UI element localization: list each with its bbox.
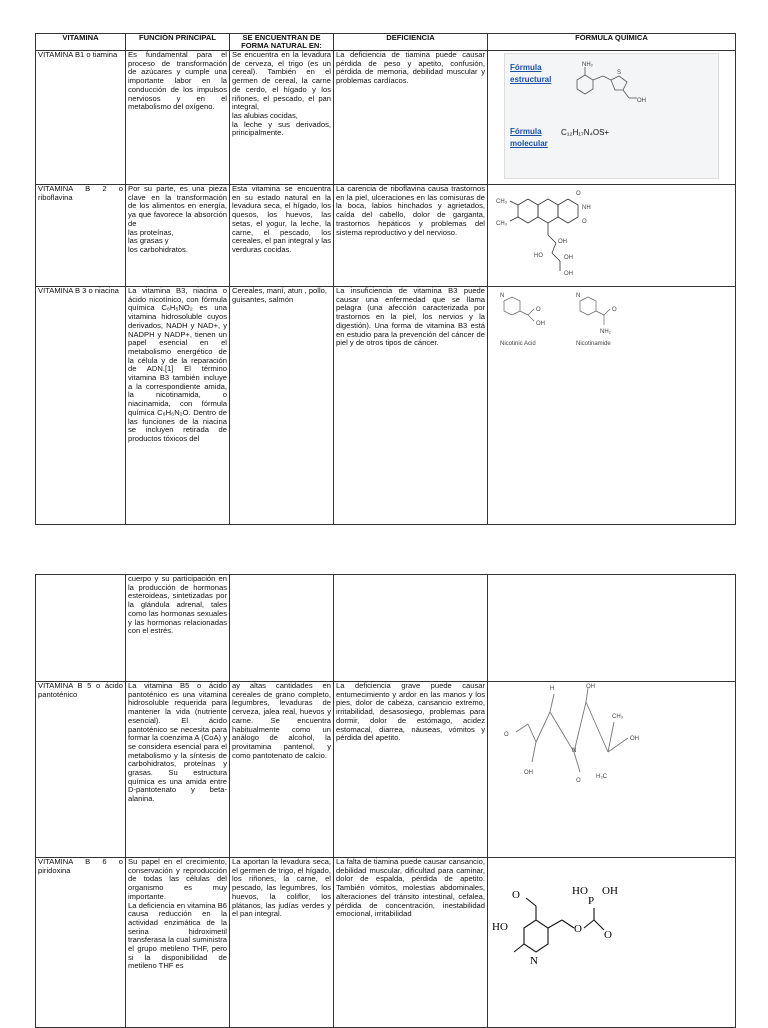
table-row bbox=[36, 575, 736, 682]
svg-text:S: S bbox=[617, 70, 622, 76]
svg-text:OH: OH bbox=[586, 684, 595, 690]
nicotinic-acid-label: Nicotinic Acid bbox=[500, 341, 536, 347]
cell-funcion: La vitamina B5 o ácido pantoténico es una vitamina hidrosoluble requerida para mantener la vida (nutriente esencial). El ácido pantoténico se necesita para formar la coenzima A (CoA) y se considera esencial para el metabolismo y la síntesis de carbohidratos, proteínas y grasas. Su estructura química es una amida entre D-pantotenato y beta-alanina. bbox=[126, 682, 230, 858]
svg-text:OH: OH bbox=[630, 736, 639, 742]
svg-text:CH₃: CH₃ bbox=[496, 221, 508, 227]
cell-vitamina bbox=[36, 575, 126, 682]
cell-fuente: ay altas cantidades en cereales de grano completo, legumbres, levaduras de cerveza, jalea real, huevos y carne. Se encuentra habitualmente como un análogo de alcohol, la provitamina pantenol, y como pantotenato de calcio. bbox=[230, 682, 334, 858]
cell-fuente: Cereales, maní, atun , pollo, guisantes, salmón bbox=[230, 287, 334, 525]
svg-text:O: O bbox=[576, 778, 581, 784]
svg-text:OH: OH bbox=[536, 321, 545, 327]
svg-text:OH: OH bbox=[524, 770, 533, 776]
svg-text:O: O bbox=[504, 732, 509, 738]
niacin-structure-icon bbox=[490, 287, 730, 357]
cell-fuente bbox=[230, 575, 334, 682]
cell-deficiencia: La deficiencia grave puede causar entumecimiento y ardor en las manos y los pies, dolor de cabeza, cansancio extremo, irritabilidad, desasosiego, problemas para dormir, dolor de estómago, acidez estomacal, diarrea, náuseas, vómitos y pérdida del apetito. bbox=[334, 682, 488, 858]
svg-text:O: O bbox=[574, 923, 582, 935]
table-row bbox=[36, 51, 736, 185]
svg-text:N: N bbox=[530, 955, 538, 967]
svg-text:N: N bbox=[576, 293, 581, 299]
cell-formula bbox=[488, 51, 736, 185]
svg-text:OH: OH bbox=[564, 271, 573, 277]
cell-vitamina: VITAMINA B 6 o piridoxina bbox=[36, 858, 126, 1028]
svg-text:O: O bbox=[582, 219, 587, 225]
table-row bbox=[36, 858, 736, 1028]
header-fuente: SE ENCUENTRAN DE FORMA NATURAL EN: bbox=[230, 34, 334, 51]
svg-text:H: H bbox=[550, 686, 555, 692]
cell-deficiencia: La deficiencia de tiamina puede causar pérdida de peso y apetito, confusión, pérdida de memoria, debilidad muscular y problemas cardíacos. bbox=[334, 51, 488, 185]
cell-funcion: cuerpo y su participación en la producción de hormonas esteroideas, sintetizadas por la glándula adrenal, tales como las hormonas sexuales y las hormonas relacionadas con el estrés. bbox=[126, 575, 230, 682]
cell-vitamina: VITAMINA B1 o tiamina bbox=[36, 51, 126, 185]
header-funcion: FUNCIÓN PRINCIPAL bbox=[126, 34, 230, 51]
table-row bbox=[36, 682, 736, 858]
vitamin-table-page-1 bbox=[35, 33, 736, 525]
nicotinamide-label: Nicotinamide bbox=[576, 341, 611, 347]
structural-formula-link[interactable]: Fórmula estructural bbox=[510, 63, 552, 84]
cell-funcion: Por su parte, es una pieza clave en la transformación de los alimentos en energía, ya que favorece la absorción de las proteínas, las grasas y los carbohidratos. bbox=[126, 185, 230, 287]
table-row bbox=[36, 185, 736, 287]
cell-fuente: La aportan la levadura seca, el germen de trigo, el hígado, los riñones, la carne, el pescado, las legumbres, los huevos, la coliflor, los plátanos, las judías verdes y el pan integral. bbox=[230, 858, 334, 1028]
cell-funcion: La vitamina B3, niacina o ácido nicotínico, con fórmula química C₆H₅NO₂ es una vitamina hidrosoluble cuyos derivados, NADH y NAD+, y NADPH y NADP+, tienen un papel esencial en el metabolismo energético de la célula y de la reparación de ADN.[1] El término vitamina B3 también incluye a la correspondiente amida, la nicotinamida, o niacinamida, con fórmula química C₆H₆N₂O. Dentro de las funciones de la niacina se incluyen retirada de productos tóxicos del bbox=[126, 287, 230, 525]
svg-text:OH: OH bbox=[564, 255, 573, 261]
svg-text:CH₃: CH₃ bbox=[496, 199, 508, 205]
svg-text:N: N bbox=[500, 293, 505, 299]
cell-deficiencia: La insuficiencia de vitamina B3 puede causar una enfermedad que se llama pelagra (una afección caracterizada por trastornos en la piel, los nervios y la digestión). Una forma de vitamina B3 está en estudio para la prevención del cáncer de piel y de otros tipos de cáncer. bbox=[334, 287, 488, 525]
table-row bbox=[36, 287, 736, 525]
svg-text:OH: OH bbox=[637, 98, 646, 104]
cell-deficiencia: La falta de tiamina puede causar cansancio, debilidad muscular, dificultad para caminar, dolor de espalda, pérdida de apetito. También vómitos, molestias abdominales, alteraciones del tránsito intestinal, cefalea, pérdida de concentración, inestabilidad emocional, irritabilidad bbox=[334, 858, 488, 1028]
cell-deficiencia bbox=[334, 575, 488, 682]
cell-funcion: Es fundamental para el proceso de transformación de azúcares y cumple una importante labor en la conducción de los impulsos nerviosos y en el metabolismo del oxígeno. bbox=[126, 51, 230, 185]
molecular-formula-value: C₁₂H₁₇N₄OS+ bbox=[561, 128, 610, 137]
header-formula: FÓRMULA QUÍMICA bbox=[488, 34, 736, 51]
svg-text:NH: NH bbox=[582, 205, 591, 211]
cell-formula bbox=[488, 185, 736, 287]
cell-vitamina: VITAMINA B 3 o niacina bbox=[36, 287, 126, 525]
cell-fuente: Esta vitamina se encuentra en su estado natural en la levadura seca, el hígado, los quesos, los huevos, las setas, el yogur, la leche, la carne, el pescado, los cereales, el pan integral y las verduras cocidas. bbox=[230, 185, 334, 287]
svg-text:O: O bbox=[512, 889, 520, 901]
table-header-row bbox=[36, 34, 736, 51]
svg-text:O: O bbox=[612, 307, 617, 313]
pantothenic-acid-structure-icon bbox=[490, 682, 730, 812]
svg-text:O: O bbox=[536, 307, 541, 313]
svg-text:O: O bbox=[604, 929, 612, 941]
riboflavin-structure-icon bbox=[490, 185, 640, 283]
svg-text:HO: HO bbox=[492, 921, 508, 933]
cell-fuente: Se encuentra en la levadura de cerveza, el trigo (es un cereal). También en el germen de cereal, la carne de cerdo, el hígado y los riñones, el pescado, el pan integral, las alubias cocidas, la leche y sus derivados, principalmente. bbox=[230, 51, 334, 185]
molecular-formula-link[interactable]: Fórmula molecular bbox=[510, 127, 548, 148]
header-deficiencia: DEFICIENCIA bbox=[334, 34, 488, 51]
svg-text:H₃C: H₃C bbox=[596, 774, 608, 780]
cell-formula bbox=[488, 858, 736, 1028]
thiamine-formula-box bbox=[504, 53, 719, 179]
svg-text:NH₂: NH₂ bbox=[582, 62, 593, 68]
cell-deficiencia: La carencia de riboflavina causa trastornos en la piel, ulceraciones en las comisuras de la boca, labios hinchados y agrietados, caída del cabello, dolor de garganta, trastornos hepáticos y problemas del sistema reproductivo y del nervioso. bbox=[334, 185, 488, 287]
svg-text:N: N bbox=[572, 748, 577, 754]
cell-vitamina: VITAMINA B 5 o ácido pantoténico bbox=[36, 682, 126, 858]
svg-text:NH₂: NH₂ bbox=[600, 329, 611, 335]
cell-formula bbox=[488, 287, 736, 525]
vitamin-table-page-2 bbox=[35, 574, 736, 1028]
cell-funcion: Su papel en el crecimiento, conservación y reproducción de todas las células del organismo es muy importante. La deficiencia en vitamina B6 causa reducción en la actividad enzimática de la serina hidroximetil transferasa la cual suministra el grupo metileno THF, pero si la disponibilidad de metileno THF es bbox=[126, 858, 230, 1028]
svg-text:O: O bbox=[576, 191, 581, 197]
cell-vitamina: VITAMINA B 2 o riboflavina bbox=[36, 185, 126, 287]
svg-text:OH: OH bbox=[558, 239, 567, 245]
svg-text:CH₃: CH₃ bbox=[612, 714, 624, 720]
svg-text:OH: OH bbox=[602, 885, 618, 897]
svg-text:P: P bbox=[588, 895, 595, 907]
pyridoxal-phosphate-structure-icon bbox=[490, 858, 730, 1008]
svg-text:HO: HO bbox=[572, 885, 588, 897]
cell-formula bbox=[488, 575, 736, 682]
header-vitamina: VITAMINA bbox=[36, 34, 126, 51]
thiamine-structure-icon bbox=[565, 58, 645, 106]
cell-formula bbox=[488, 682, 736, 858]
svg-text:HO: HO bbox=[534, 253, 543, 259]
